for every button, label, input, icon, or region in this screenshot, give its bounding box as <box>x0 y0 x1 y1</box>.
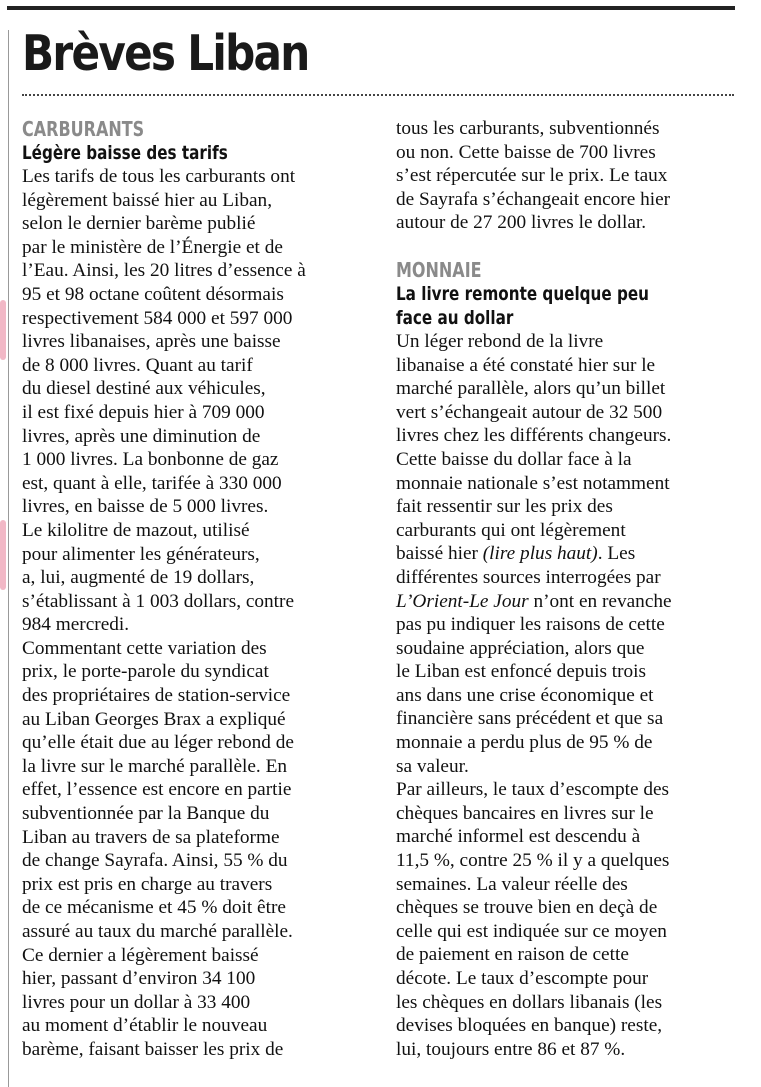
text-line: a, lui, augmenté de 19 dollars, <box>22 567 255 589</box>
text-line: Commentant cette variation des <box>22 637 267 659</box>
text-line: la livre sur le marché parallèle. En <box>22 755 287 777</box>
text-line: chèques se trouve bien en deçà de <box>396 897 658 919</box>
text-line: L’Orient-Le Jour n’ont en revanche <box>396 590 672 612</box>
text-line: de ce mécanisme et 45 % doit être <box>22 897 286 919</box>
left-column-rule <box>8 30 9 1087</box>
text-line: devises bloquées en banque) reste, <box>396 1015 663 1037</box>
scan-mark <box>0 520 6 590</box>
publication-name: L’Orient-Le Jour <box>396 590 529 612</box>
text-line: du diesel destiné aux véhicules, <box>22 378 266 400</box>
text-line: de Sayrafa s’échangeait encore hier <box>396 188 671 210</box>
text-line: de paiement en raison de cette <box>396 944 629 966</box>
text-line: de change Sayrafa. Ainsi, 55 % du <box>22 850 288 872</box>
text-line: soudaine appréciation, alors que <box>396 637 645 659</box>
section-headline-carburants: Légère baisse des tarifs <box>22 142 228 164</box>
cross-reference: (lire plus haut) <box>482 543 598 565</box>
text-line: Le kilolitre de mazout, utilisé <box>22 519 250 541</box>
column-left <box>22 117 374 1062</box>
text-line: monnaie nationale s’est notamment <box>396 472 670 494</box>
text-line: Un léger rebond de la livre <box>396 330 604 352</box>
text-line: s’est répercutée sur le prix. Le taux <box>396 165 668 187</box>
text-line: il est fixé depuis hier à 709 000 <box>22 401 265 423</box>
text-line: subventionnée par la Banque du <box>22 803 270 825</box>
text-line: monnaie a perdu plus de 95 % de <box>396 732 653 754</box>
text-line: selon le dernier barème publié <box>22 213 256 235</box>
text-line: Ce dernier a légèrement baissé <box>22 944 259 966</box>
text-line: 984 mercredi. <box>22 614 130 636</box>
text-line: qu’elle était due au léger rebond de <box>22 732 294 754</box>
text-line: barème, faisant baisser les prix de <box>22 1038 284 1060</box>
section-gap <box>396 235 736 258</box>
text-line: livres chez les différents changeurs. <box>396 425 672 447</box>
text-line: celle qui est indiquée sur ce moyen <box>396 920 667 942</box>
text-line: de 8 000 livres. Quant au tarif <box>22 354 253 376</box>
text-line: Les tarifs de tous les carburants ont <box>22 166 296 187</box>
text-line: libanaise a été constaté hier sur le <box>396 354 656 376</box>
text-line: ou non. Cette baisse de 700 livres <box>396 141 656 163</box>
text-line: financière sans précédent et que sa <box>396 708 664 730</box>
text-line: livres, après une diminution de <box>22 425 261 447</box>
text-line: livres pour un dollar à 33 400 <box>22 991 251 1013</box>
section-kicker-monnaie: MONNAIE <box>396 257 482 282</box>
text-line: lui, toujours entre 86 et 87 %. <box>396 1038 626 1060</box>
section-kicker-carburants: CARBURANTS <box>22 117 145 141</box>
text-line: s’établissant à 1 003 dollars, contre <box>22 590 295 612</box>
text-line: 1 000 livres. La bonbonne de gaz <box>22 449 279 471</box>
dotted-divider <box>22 94 734 96</box>
text-line: ans dans une crise économique et <box>396 684 654 706</box>
text-line: des propriétaires de station-service <box>22 685 291 707</box>
text-line: tous les carburants, subventionnés <box>396 118 660 139</box>
text-line: au moment d’établir le nouveau <box>22 1015 268 1037</box>
text-line: différentes sources interrogées par <box>396 566 661 588</box>
text-line: effet, l’essence est encore en partie <box>22 779 292 801</box>
text-line: légèrement baissé hier au Liban, <box>22 189 273 211</box>
text-line: est, quant à elle, tarifée à 330 000 <box>22 472 282 494</box>
text-line: Cette baisse du dollar face à la <box>396 448 632 470</box>
text-line: livres libanaises, après une baisse <box>22 331 281 353</box>
headline-line: face au dollar <box>396 306 514 329</box>
text-line: prix est pris en charge au travers <box>22 873 273 895</box>
text-line: par le ministère de l’Énergie et de <box>22 236 283 258</box>
text-line: prix, le porte-parole du syndicat <box>22 661 269 683</box>
headline-line: La livre remonte quelque peu <box>396 282 649 305</box>
text-line: hier, passant d’environ 34 100 <box>22 968 256 990</box>
text-line: l’Eau. Ainsi, les 20 litres d’essence à <box>22 260 306 282</box>
text-line: décote. Le taux d’escompte pour <box>396 968 649 989</box>
text-line: le Liban est enfoncé depuis trois <box>396 661 647 683</box>
text-line: fait ressentir sur les prix des <box>396 496 613 518</box>
text-line: 95 et 98 octane coûtent désormais <box>22 283 284 305</box>
text-line: autour de 27 200 livres le dollar. <box>396 212 647 234</box>
text-line: respectivement 584 000 et 597 000 <box>22 307 293 329</box>
text-line: vert s’échangeait autour de 32 500 <box>396 401 663 423</box>
article-continuation-carburants <box>396 117 736 235</box>
text-line: assuré au taux du marché parallèle. <box>22 921 293 942</box>
text-line: sa valeur. <box>396 755 469 777</box>
text-line: marché parallèle, alors qu’un billet <box>396 378 666 400</box>
text-line: au Liban Georges Brax a expliqué <box>22 708 286 730</box>
text-line: livres, en baisse de 5 000 livres. <box>22 496 269 518</box>
text-line: les chèques en dollars libanais (les <box>396 991 663 1013</box>
top-rule <box>7 6 735 10</box>
text-line: chèques bancaires en livres sur le <box>396 802 654 824</box>
page-title: Brèves Liban <box>22 25 309 82</box>
section-headline-monnaie <box>396 282 736 330</box>
text-line: semaines. La valeur réelle des <box>396 873 628 895</box>
text-line: carburants qui ont légèrement <box>396 519 626 541</box>
article-body-monnaie <box>396 330 736 1061</box>
text-line: Liban au travers de sa plateforme <box>22 826 280 848</box>
article-body-carburants <box>22 165 374 1062</box>
text-line: baissé hier (lire plus haut). Les <box>396 543 636 565</box>
column-right <box>396 117 736 1061</box>
scan-mark <box>0 300 6 360</box>
text-line: marché informel est descendu à <box>396 826 641 848</box>
text-line: 11,5 %, contre 25 % il y a quelques <box>396 850 670 872</box>
text-line: Par ailleurs, le taux d’escompte des <box>396 779 670 801</box>
text-line: pas pu indiquer les raisons de cette <box>396 614 665 636</box>
text-line: pour alimenter les générateurs, <box>22 543 260 565</box>
